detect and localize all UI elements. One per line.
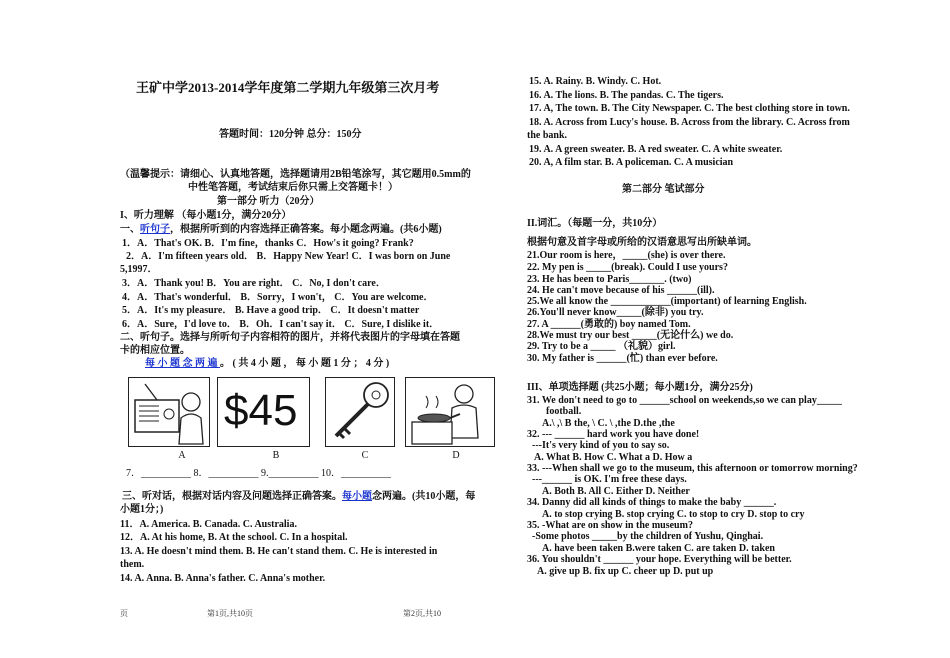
picture-label-d: D [452,450,460,461]
tip-line-2: 中性笔答题，考试结束后你只需上交答题卡！） [188,182,398,193]
question-28: 28.We must try our best _____(无论什么) we do. [527,330,734,341]
question-18: 18. A. Across from Lucy's house. B. Across from the library. C. Across from [529,117,850,128]
question-31: 31. We don't need to go to ______school on weekends,so we can play_____ [527,395,842,406]
question-15: 15. A. Rainy. B. Windy. C. Hot. [529,76,662,87]
picture-label-a: A [178,450,186,461]
question-29: 29. Try to be a _____ （礼貌）girl. [527,341,676,352]
sub1-instruction [120,224,442,236]
picture-b-price [217,377,310,447]
question-32-reply: ---It's very kind of you to say so. [532,440,670,451]
question-24: 24. He can't move because of his ______(ill). [527,285,715,296]
question-16: 16. A. The lions. B. The pandas. C. The tigers. [529,90,724,101]
question-33-options: A. Both B. All C. Either D. Neither [542,486,690,497]
question-34: 34. Danny did all kinds of things to make the baby ______. [527,497,777,508]
question-2-cont: 5,1997． [120,264,158,275]
question-3: 3．A．Thank you! B．You are right． C．No, I don't care． [122,278,386,289]
question-33: 33. ---When shall we go to the museum, this afternoon or tomorrow morning? [527,463,858,474]
sub1-prefix: 一、 [120,224,140,235]
sec2-heading: II.词汇。（每题一分，共10分） [527,218,663,229]
sub2-rule [145,358,389,370]
question-33-reply: ---______ is OK. I'm free these days. [532,474,687,485]
radio-icon [129,378,209,446]
question-32-options: A. What B. How C. What a D. How a [534,452,693,463]
question-5: 5．A．It's my pleasure． B. Have a good trip． C．It doesn't matter [122,305,420,316]
sec3-heading: III、单项选择题 (共25小题；每小题1分，满分25分) [527,382,753,393]
footer-left: 页 [120,609,128,618]
question-4: 4．A．That's wonderful． B．Sorry，I won't， C．You are welcome． [122,292,434,303]
sub2-instruction-2: 卡的相应位置。 [120,345,190,356]
question-23: 23. He has been to Paris_______. (two) [527,274,692,285]
picture-a-radio [128,377,210,447]
sub1-rest: ，根据所听到的内容选择正确答案。每小题念两遍。(共6小题) [170,224,442,235]
sub2-rule-rest: 。 ( 共 4 小 题 ， 每 小 题 1 分 ； 4 分 ) [220,358,390,369]
answer-blanks-7-10: 7．__________ 8．__________ 9.__________ 10．__________ [126,468,391,479]
sub3-part-a: 三、听对话，根据对话内容及问题选择正确答案。 [122,491,342,502]
question-35-options: A. have been taken B.were taken C. are taken D. taken [542,543,775,554]
question-17: 17. A, The town. B. The City Newspaper. C. The best clothing store in town. [529,103,850,114]
picture-d-cooking [405,377,495,447]
question-32: 32. --- ______ hard work you have done! [527,429,700,440]
question-14: 14. A. Anna. B. Anna's father. C. Anna's mother. [120,573,326,584]
question-6: 6．A．Sure，I'd love to． B．Oh．I can't say it． C．Sure, I dislike it． [122,319,440,330]
sec1-heading: I、听力理解 （每小题1分，满分20分） [120,210,292,221]
footer-page-1: 第1页,共10页 [207,609,253,618]
sub3-instruction-2: 小题1分；) [120,504,164,515]
question-26: 26.You'll never know_____(除非) you try. [527,307,704,318]
tip-line-1: （温馨提示：请细心、认真地答题，选择题请用2B铅笔涂写，其它题用0.5mm的 [120,169,471,180]
question-20: 20. A, A film star. B. A policeman. C. A musician [529,157,734,168]
sub3-part-b: 念两遍。(共10小题，每 [372,491,476,502]
price-text: $45 [224,386,298,435]
question-21: 21.Our room is here，_____(she) is over there. [527,250,726,261]
question-2: 2．A．I'm fifteen years old． B．Happy New Year! C．I was born on June [126,251,451,262]
question-22: 22. My pen is _____(break). Could I use yours? [527,262,728,273]
question-12: 12．A. At his home, B. At the school. C. In a hospital. [120,532,348,543]
question-13: 13. A. He doesn't mind them. B. He can't stand them. C. He is interested in [120,546,438,557]
question-13-cont: them. [120,559,145,570]
question-31-cont: football. [546,406,582,417]
sub2-instruction-1: 二、听句子。选择与所听句子内容相符的图片，并将代表图片的字母填在答题 [120,332,460,343]
question-18-cont: the bank. [527,130,568,141]
question-36: 36. You shouldn't ______ your hope. Everything will be better. [527,554,792,565]
picture-label-b: B [272,450,280,461]
question-35: 35. -What are on show in the museum? [527,520,693,531]
key-icon [326,378,394,446]
listen-sentence-link[interactable]: 听句子 [140,224,170,235]
question-36-options: A. give up B. fix up C. cheer up D. put up [537,566,714,577]
question-35-reply: -Some photos _____by the children of Yushu, Qinghai. [532,531,764,542]
question-27: 27. A ______(勇敢的) boy named Tom. [527,319,691,330]
exam-title: 王矿中学2013-2014学年度第二学期九年级第三次月考 [136,80,440,95]
footer-page-2: 第2页,共10 [403,609,441,618]
picture-c-key [325,377,395,447]
question-19: 19. A. A green sweater. B. A red sweater. C. A white sweater. [529,144,783,155]
read-twice-link[interactable]: 每 小 题 念 两 遍 [145,358,220,369]
question-34-options: A. to stop crying B. stop crying C. to stop to cry D. stop to cry [542,509,805,520]
part1-heading: 第一部分 听力（20分） [217,196,320,207]
picture-label-c: C [361,450,369,461]
each-question-link[interactable]: 每小题 [342,491,372,502]
cooking-icon [406,378,494,446]
sec2-instruction: 根据句意及首字母或所给的汉语意思写出所缺单词。 [527,237,757,248]
question-30: 30. My father is ______(忙) than ever before. [527,353,718,364]
question-31-options: A.\ ,\ B the, \ C. \ ,the D.the ,the [542,418,675,429]
question-25: 25.We all know the ____________(important) of learning English. [527,296,807,307]
part2-heading: 第二部分 笔试部分 [622,184,705,195]
sub3-instruction-1 [122,491,475,503]
question-11: 11．A. America. B. Canada. C. Australia. [120,519,297,530]
exam-time-score: 答题时间：120分钟 总分：150分 [219,129,362,140]
question-1: 1．A．That's OK. B．I'm fine，thanks C．How's it going? Frank? [122,238,414,249]
